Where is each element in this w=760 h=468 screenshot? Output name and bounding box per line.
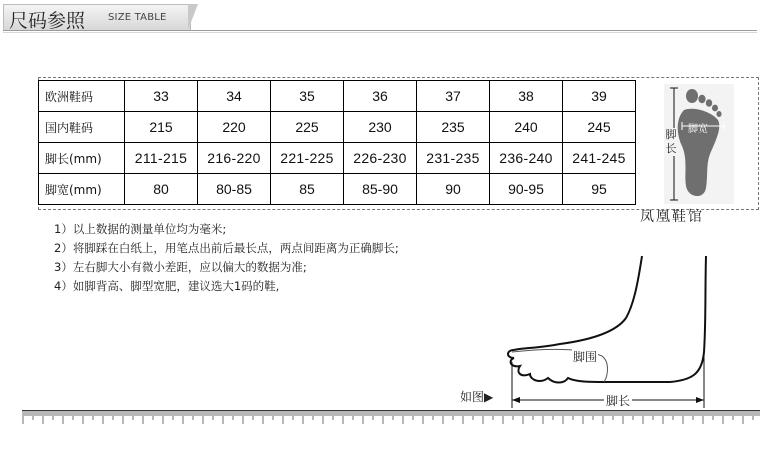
table-cell: 37 [417,81,490,112]
foot-illustration [430,252,720,412]
table-cell: 236-240 [490,143,563,174]
header-rule-light [3,32,757,33]
list-item: 4）如脚背高、脚型宽肥，建议选大1码的鞋, [54,279,280,293]
size-table [38,80,636,205]
header-rule [3,30,757,31]
table-cell: 90 [417,174,490,205]
table-cell: 35 [271,81,344,112]
table-cell: 36 [344,81,417,112]
list-item: 2）将脚踩在白纸上，用笔点出前后最长点，两点间距离为正确脚长; [54,241,399,255]
header-tab-notch [188,4,198,30]
row-header: 国内鞋码 [39,112,125,143]
table-cell: 80-85 [198,174,271,205]
foot-width-label: 脚宽 [688,124,708,135]
table-cell: 216-220 [198,143,271,174]
section-header [0,0,760,34]
table-cell: 245 [563,112,636,143]
table-cell: 85 [271,174,344,205]
table-cell: 221-225 [271,143,344,174]
page-subtitle: SIZE TABLE [108,12,167,23]
table-cell: 240 [490,112,563,143]
table-cell: 220 [198,112,271,143]
foot-length-label: 脚长 [665,128,677,155]
row-header: 脚宽(mm) [39,174,125,205]
table-row [39,112,636,143]
table-cell: 38 [490,81,563,112]
table-cell: 230 [344,112,417,143]
table-cell: 231-235 [417,143,490,174]
table-row [39,174,636,205]
table-cell: 90-95 [490,174,563,205]
brand-name: 凤凰鞋馆 [640,209,704,225]
measuring-ruler [22,410,760,436]
row-header: 欧洲鞋码 [39,81,125,112]
table-cell: 33 [125,81,198,112]
list-item: 3）左右脚大小有微小差距，应以偏大的数据为准; [54,260,307,274]
table-row [39,81,636,112]
foot-diagram [664,84,734,204]
ruler-ticks [22,410,760,432]
table-cell: 85-90 [344,174,417,205]
table-cell: 95 [563,174,636,205]
table-cell: 211-215 [125,143,198,174]
table-cell: 215 [125,112,198,143]
table-cell: 226-230 [344,143,417,174]
measurement-notes [54,220,399,296]
row-header: 脚长(mm) [39,143,125,174]
table-cell: 80 [125,174,198,205]
table-cell: 235 [417,112,490,143]
girth-label: 脚围 [573,350,598,364]
length-label: 脚长 [606,394,631,408]
table-cell: 225 [271,112,344,143]
page-title: 尺码参照 [9,10,86,32]
as-shown-label: 如图▶ [460,390,494,404]
list-item: 1）以上数据的测量单位均为毫米; [54,222,227,236]
table-cell: 34 [198,81,271,112]
table-cell: 241-245 [563,143,636,174]
table-row [39,143,636,174]
table-cell: 39 [563,81,636,112]
